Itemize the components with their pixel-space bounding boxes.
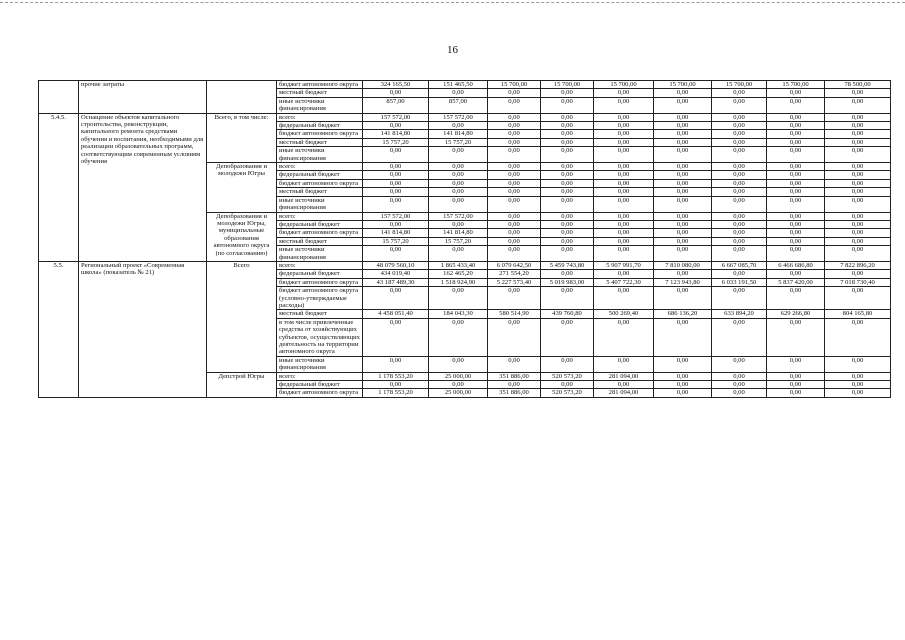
- value-cell: 0,00: [712, 318, 767, 356]
- value-cell: 0,00: [488, 237, 541, 245]
- value-cell: 0,00: [594, 97, 654, 113]
- value-cell: 5 907 991,70: [594, 261, 654, 269]
- value-cell: 857,00: [363, 97, 429, 113]
- value-cell: 0,00: [712, 122, 767, 130]
- value-cell: 0,00: [594, 122, 654, 130]
- value-cell: 0,00: [541, 171, 594, 179]
- item-number-cell: 5.4.5.: [39, 113, 79, 261]
- funding-source-cell: бюджет автономного округа: [277, 81, 363, 89]
- value-cell: 0,00: [654, 188, 712, 196]
- funding-source-cell: всего:: [277, 261, 363, 269]
- value-cell: 0,00: [594, 171, 654, 179]
- funding-source-cell: федеральный бюджет: [277, 270, 363, 278]
- value-cell: 0,00: [594, 196, 654, 212]
- value-cell: 0,00: [541, 381, 594, 389]
- value-cell: 0,00: [654, 171, 712, 179]
- value-cell: 5 019 983,00: [541, 278, 594, 286]
- value-cell: 0,00: [429, 163, 488, 171]
- value-cell: 0,00: [654, 113, 712, 121]
- value-cell: 857,00: [429, 97, 488, 113]
- value-cell: 0,00: [594, 246, 654, 262]
- value-cell: 0,00: [429, 381, 488, 389]
- value-cell: 0,00: [712, 372, 767, 380]
- value-cell: 0,00: [541, 188, 594, 196]
- value-cell: 629 266,80: [767, 310, 825, 318]
- funding-source-cell: всего:: [277, 372, 363, 380]
- value-cell: 0,00: [767, 229, 825, 237]
- value-cell: 271 554,20: [488, 270, 541, 278]
- value-cell: 141 814,80: [429, 229, 488, 237]
- item-name-cell: прочие затраты: [79, 81, 207, 114]
- funding-source-cell: местный бюджет: [277, 310, 363, 318]
- value-cell: 0,00: [767, 270, 825, 278]
- value-cell: 0,00: [712, 113, 767, 121]
- value-cell: 0,00: [767, 356, 825, 372]
- value-cell: 0,00: [594, 287, 654, 310]
- value-cell: 0,00: [825, 381, 891, 389]
- value-cell: 4 458 051,40: [363, 310, 429, 318]
- value-cell: 0,00: [363, 163, 429, 171]
- value-cell: 157 572,00: [363, 113, 429, 121]
- value-cell: 633 894,20: [712, 310, 767, 318]
- value-cell: 0,00: [429, 147, 488, 163]
- value-cell: 0,00: [767, 163, 825, 171]
- value-cell: 157 572,00: [429, 113, 488, 121]
- value-cell: 0,00: [767, 179, 825, 187]
- value-cell: 0,00: [429, 220, 488, 228]
- value-cell: 0,00: [363, 246, 429, 262]
- funding-source-cell: иные источники финансирования: [277, 246, 363, 262]
- value-cell: 0,00: [541, 147, 594, 163]
- funding-source-cell: бюджет автономного округа: [277, 179, 363, 187]
- value-cell: 25 000,00: [429, 372, 488, 380]
- value-cell: 1 178 553,20: [363, 389, 429, 397]
- value-cell: 0,00: [541, 237, 594, 245]
- value-cell: 0,00: [541, 97, 594, 113]
- value-cell: 0,00: [825, 138, 891, 146]
- value-cell: 0,00: [767, 372, 825, 380]
- value-cell: 0,00: [429, 188, 488, 196]
- value-cell: 7 123 943,80: [654, 278, 712, 286]
- funding-source-cell: иные источники финансирования: [277, 147, 363, 163]
- funding-source-cell: всего:: [277, 163, 363, 171]
- value-cell: 0,00: [825, 171, 891, 179]
- executor-cell: Депобразования и молодежи Югры: [207, 163, 277, 212]
- value-cell: 0,00: [594, 356, 654, 372]
- value-cell: 281 094,00: [594, 372, 654, 380]
- funding-source-cell: бюджет автономного округа: [277, 130, 363, 138]
- value-cell: 0,00: [712, 97, 767, 113]
- funding-source-cell: иные источники финансирования: [277, 196, 363, 212]
- value-cell: 0,00: [594, 237, 654, 245]
- funding-source-cell: бюджет автономного округа: [277, 389, 363, 397]
- funding-source-cell: федеральный бюджет: [277, 122, 363, 130]
- table-row: [39, 261, 891, 269]
- value-cell: 0,00: [712, 147, 767, 163]
- value-cell: 0,00: [363, 287, 429, 310]
- value-cell: 15 700,00: [767, 81, 825, 89]
- funding-source-cell: бюджет автономного округа: [277, 278, 363, 286]
- value-cell: 0,00: [541, 212, 594, 220]
- page-top-edge: [0, 2, 905, 4]
- value-cell: 0,00: [488, 381, 541, 389]
- value-cell: 281 094,00: [594, 389, 654, 397]
- value-cell: 0,00: [488, 138, 541, 146]
- value-cell: 0,00: [712, 130, 767, 138]
- value-cell: 0,00: [767, 212, 825, 220]
- value-cell: 520 573,20: [541, 389, 594, 397]
- value-cell: 0,00: [767, 287, 825, 310]
- value-cell: 0,00: [488, 163, 541, 171]
- value-cell: 0,00: [825, 237, 891, 245]
- value-cell: 0,00: [363, 179, 429, 187]
- value-cell: 0,00: [767, 246, 825, 262]
- value-cell: 0,00: [654, 270, 712, 278]
- funding-source-cell: федеральный бюджет: [277, 171, 363, 179]
- value-cell: 0,00: [825, 196, 891, 212]
- value-cell: 0,00: [541, 138, 594, 146]
- value-cell: 0,00: [429, 246, 488, 262]
- value-cell: 0,00: [488, 188, 541, 196]
- value-cell: 15 700,00: [541, 81, 594, 89]
- value-cell: 7 018 730,40: [825, 278, 891, 286]
- value-cell: 0,00: [429, 89, 488, 97]
- value-cell: 0,00: [825, 122, 891, 130]
- value-cell: 0,00: [654, 389, 712, 397]
- value-cell: 0,00: [488, 171, 541, 179]
- value-cell: 157 572,00: [363, 212, 429, 220]
- value-cell: 0,00: [488, 147, 541, 163]
- executor-cell: [207, 81, 277, 114]
- value-cell: 0,00: [488, 212, 541, 220]
- value-cell: 0,00: [541, 246, 594, 262]
- value-cell: 141 814,80: [363, 229, 429, 237]
- value-cell: 0,00: [767, 171, 825, 179]
- budget-table: [38, 80, 891, 398]
- item-number-cell: 5.5.: [39, 261, 79, 397]
- value-cell: 1 865 433,40: [429, 261, 488, 269]
- value-cell: 0,00: [654, 356, 712, 372]
- value-cell: 0,00: [654, 246, 712, 262]
- value-cell: 6 466 686,80: [767, 261, 825, 269]
- value-cell: 15 757,20: [429, 138, 488, 146]
- value-cell: 0,00: [594, 318, 654, 356]
- value-cell: 0,00: [767, 122, 825, 130]
- value-cell: 0,00: [541, 113, 594, 121]
- value-cell: 0,00: [825, 318, 891, 356]
- value-cell: 0,00: [712, 246, 767, 262]
- value-cell: 15 757,20: [429, 237, 488, 245]
- value-cell: 0,00: [712, 270, 767, 278]
- value-cell: 0,00: [825, 113, 891, 121]
- value-cell: 0,00: [712, 138, 767, 146]
- value-cell: 0,00: [654, 130, 712, 138]
- value-cell: 0,00: [429, 318, 488, 356]
- value-cell: 1 178 553,20: [363, 372, 429, 380]
- value-cell: 0,00: [825, 356, 891, 372]
- value-cell: 141 814,80: [429, 130, 488, 138]
- value-cell: 0,00: [594, 212, 654, 220]
- value-cell: 162 465,20: [429, 270, 488, 278]
- value-cell: 0,00: [654, 220, 712, 228]
- value-cell: 0,00: [541, 220, 594, 228]
- item-name-cell: Региональный проект «Современная школа» (показатель № 21): [79, 261, 207, 397]
- value-cell: 15 757,20: [363, 138, 429, 146]
- value-cell: 78 500,00: [825, 81, 891, 89]
- funding-source-cell: местный бюджет: [277, 188, 363, 196]
- value-cell: 0,00: [825, 372, 891, 380]
- value-cell: 0,00: [488, 356, 541, 372]
- value-cell: 0,00: [363, 196, 429, 212]
- value-cell: 0,00: [654, 97, 712, 113]
- value-cell: 0,00: [825, 130, 891, 138]
- value-cell: 0,00: [541, 89, 594, 97]
- item-name-cell: Оснащение объектов капитального строительства, реконструкции, капитального ремонта средствами обучения и воспитания, необходимыми для реализации образовательных программ, соответствующим современным условиям обучения: [79, 113, 207, 261]
- value-cell: 15 700,00: [594, 81, 654, 89]
- value-cell: 5 407 722,30: [594, 278, 654, 286]
- value-cell: 0,00: [654, 212, 712, 220]
- value-cell: 15 700,00: [488, 81, 541, 89]
- value-cell: 0,00: [594, 89, 654, 97]
- value-cell: 0,00: [767, 188, 825, 196]
- value-cell: 0,00: [654, 196, 712, 212]
- value-cell: 25 000,00: [429, 389, 488, 397]
- value-cell: 0,00: [488, 130, 541, 138]
- value-cell: 151 465,50: [429, 81, 488, 89]
- value-cell: 0,00: [767, 130, 825, 138]
- funding-source-cell: всего:: [277, 113, 363, 121]
- executor-cell: Депстрой Югры: [207, 372, 277, 397]
- funding-source-cell: бюджет автономного округа (условно-утверждаемые расходы): [277, 287, 363, 310]
- value-cell: 0,00: [488, 220, 541, 228]
- value-cell: 6 033 191,50: [712, 278, 767, 286]
- value-cell: 48 079 560,10: [363, 261, 429, 269]
- value-cell: 0,00: [712, 356, 767, 372]
- value-cell: 0,00: [712, 163, 767, 171]
- value-cell: 0,00: [488, 113, 541, 121]
- table-row: [39, 113, 891, 121]
- value-cell: 0,00: [541, 196, 594, 212]
- item-number-cell: [39, 81, 79, 114]
- value-cell: 0,00: [767, 138, 825, 146]
- value-cell: 0,00: [712, 89, 767, 97]
- value-cell: 0,00: [429, 196, 488, 212]
- executor-cell: Всего: [207, 261, 277, 372]
- funding-source-cell: федеральный бюджет: [277, 381, 363, 389]
- value-cell: 0,00: [488, 89, 541, 97]
- value-cell: 0,00: [363, 381, 429, 389]
- value-cell: 0,00: [488, 246, 541, 262]
- value-cell: 0,00: [767, 389, 825, 397]
- value-cell: 0,00: [488, 179, 541, 187]
- funding-source-cell: в том числе привлеченные средства от хозяйствующих субъектов, осуществляющих деятельность на территории автономного округа: [277, 318, 363, 356]
- value-cell: 5 459 743,80: [541, 261, 594, 269]
- value-cell: 0,00: [363, 220, 429, 228]
- value-cell: 0,00: [594, 163, 654, 171]
- value-cell: 351 886,00: [488, 372, 541, 380]
- value-cell: 0,00: [712, 389, 767, 397]
- value-cell: 0,00: [654, 122, 712, 130]
- funding-source-cell: бюджет автономного округа: [277, 229, 363, 237]
- value-cell: 0,00: [488, 196, 541, 212]
- value-cell: 0,00: [488, 122, 541, 130]
- value-cell: 0,00: [712, 237, 767, 245]
- table-body: [39, 81, 891, 398]
- value-cell: 0,00: [594, 188, 654, 196]
- value-cell: 0,00: [429, 356, 488, 372]
- page-number: 16: [447, 44, 458, 56]
- value-cell: 0,00: [712, 179, 767, 187]
- value-cell: 0,00: [825, 287, 891, 310]
- value-cell: 0,00: [488, 97, 541, 113]
- value-cell: 0,00: [541, 318, 594, 356]
- value-cell: 0,00: [767, 147, 825, 163]
- value-cell: 0,00: [825, 389, 891, 397]
- value-cell: 0,00: [767, 89, 825, 97]
- value-cell: 0,00: [825, 212, 891, 220]
- value-cell: 0,00: [654, 138, 712, 146]
- value-cell: 0,00: [712, 229, 767, 237]
- value-cell: 0,00: [825, 270, 891, 278]
- value-cell: 6 667 085,70: [712, 261, 767, 269]
- value-cell: 0,00: [712, 220, 767, 228]
- value-cell: 0,00: [363, 318, 429, 356]
- value-cell: 0,00: [594, 381, 654, 389]
- value-cell: 0,00: [488, 287, 541, 310]
- value-cell: 0,00: [712, 212, 767, 220]
- value-cell: 0,00: [767, 113, 825, 121]
- executor-cell: Депобразования и молодежи Югры, муниципальные образования автономного округа (по согласованию): [207, 212, 277, 261]
- value-cell: 0,00: [363, 356, 429, 372]
- value-cell: 0,00: [767, 318, 825, 356]
- value-cell: 0,00: [654, 179, 712, 187]
- value-cell: 0,00: [825, 97, 891, 113]
- value-cell: 0,00: [363, 171, 429, 179]
- value-cell: 0,00: [654, 147, 712, 163]
- value-cell: 0,00: [429, 122, 488, 130]
- value-cell: 0,00: [541, 356, 594, 372]
- value-cell: 0,00: [825, 220, 891, 228]
- value-cell: 0,00: [541, 179, 594, 187]
- value-cell: 0,00: [654, 163, 712, 171]
- value-cell: 0,00: [712, 381, 767, 389]
- value-cell: 1 518 924,90: [429, 278, 488, 286]
- value-cell: 520 573,20: [541, 372, 594, 380]
- value-cell: 0,00: [767, 220, 825, 228]
- value-cell: 7 810 080,00: [654, 261, 712, 269]
- value-cell: 0,00: [767, 381, 825, 389]
- value-cell: 5 837 420,00: [767, 278, 825, 286]
- value-cell: 184 043,30: [429, 310, 488, 318]
- value-cell: 0,00: [488, 229, 541, 237]
- value-cell: 0,00: [541, 163, 594, 171]
- value-cell: 0,00: [767, 97, 825, 113]
- value-cell: 0,00: [594, 229, 654, 237]
- value-cell: 0,00: [488, 318, 541, 356]
- value-cell: 0,00: [429, 179, 488, 187]
- value-cell: 580 514,90: [488, 310, 541, 318]
- value-cell: 0,00: [767, 237, 825, 245]
- value-cell: 0,00: [429, 287, 488, 310]
- value-cell: 0,00: [712, 188, 767, 196]
- value-cell: 0,00: [363, 89, 429, 97]
- funding-source-cell: иные источники финансирования: [277, 97, 363, 113]
- value-cell: 351 886,00: [488, 389, 541, 397]
- value-cell: 0,00: [594, 147, 654, 163]
- value-cell: 0,00: [594, 270, 654, 278]
- value-cell: 0,00: [594, 113, 654, 121]
- table-row: [39, 81, 891, 89]
- value-cell: 0,00: [429, 171, 488, 179]
- value-cell: 0,00: [541, 229, 594, 237]
- value-cell: 15 700,00: [654, 81, 712, 89]
- value-cell: 0,00: [825, 188, 891, 196]
- value-cell: 0,00: [594, 130, 654, 138]
- funding-source-cell: федеральный бюджет: [277, 220, 363, 228]
- value-cell: 0,00: [363, 147, 429, 163]
- value-cell: 0,00: [594, 179, 654, 187]
- value-cell: 0,00: [654, 287, 712, 310]
- value-cell: 15 757,20: [363, 237, 429, 245]
- value-cell: 0,00: [825, 163, 891, 171]
- value-cell: 0,00: [594, 138, 654, 146]
- value-cell: 0,00: [541, 287, 594, 310]
- executor-cell: Всего, в том числе:: [207, 113, 277, 162]
- value-cell: 0,00: [654, 89, 712, 97]
- value-cell: 0,00: [712, 287, 767, 310]
- value-cell: 15 700,00: [712, 81, 767, 89]
- value-cell: 686 136,20: [654, 310, 712, 318]
- value-cell: 0,00: [767, 196, 825, 212]
- value-cell: 0,00: [654, 318, 712, 356]
- value-cell: 6 079 642,50: [488, 261, 541, 269]
- value-cell: 0,00: [594, 220, 654, 228]
- funding-source-cell: иные источники финансирования: [277, 356, 363, 372]
- value-cell: 0,00: [541, 130, 594, 138]
- value-cell: 0,00: [825, 246, 891, 262]
- value-cell: 157 572,00: [429, 212, 488, 220]
- value-cell: 324 165,50: [363, 81, 429, 89]
- value-cell: 0,00: [712, 196, 767, 212]
- value-cell: 43 187 489,30: [363, 278, 429, 286]
- value-cell: 0,00: [825, 179, 891, 187]
- value-cell: 141 814,80: [363, 130, 429, 138]
- value-cell: 7 822 896,20: [825, 261, 891, 269]
- value-cell: 0,00: [712, 171, 767, 179]
- value-cell: 0,00: [825, 229, 891, 237]
- value-cell: 0,00: [654, 381, 712, 389]
- value-cell: 0,00: [541, 122, 594, 130]
- value-cell: 0,00: [825, 147, 891, 163]
- funding-source-cell: местный бюджет: [277, 237, 363, 245]
- value-cell: 0,00: [541, 270, 594, 278]
- value-cell: 0,00: [654, 229, 712, 237]
- value-cell: 0,00: [363, 122, 429, 130]
- value-cell: 500 269,40: [594, 310, 654, 318]
- value-cell: 434 019,40: [363, 270, 429, 278]
- value-cell: 0,00: [654, 372, 712, 380]
- funding-source-cell: местный бюджет: [277, 138, 363, 146]
- value-cell: 0,00: [654, 237, 712, 245]
- funding-source-cell: местный бюджет: [277, 89, 363, 97]
- funding-source-cell: всего:: [277, 212, 363, 220]
- value-cell: 0,00: [825, 89, 891, 97]
- value-cell: 0,00: [363, 188, 429, 196]
- value-cell: 439 760,80: [541, 310, 594, 318]
- value-cell: 5 227 573,40: [488, 278, 541, 286]
- value-cell: 804 165,80: [825, 310, 891, 318]
